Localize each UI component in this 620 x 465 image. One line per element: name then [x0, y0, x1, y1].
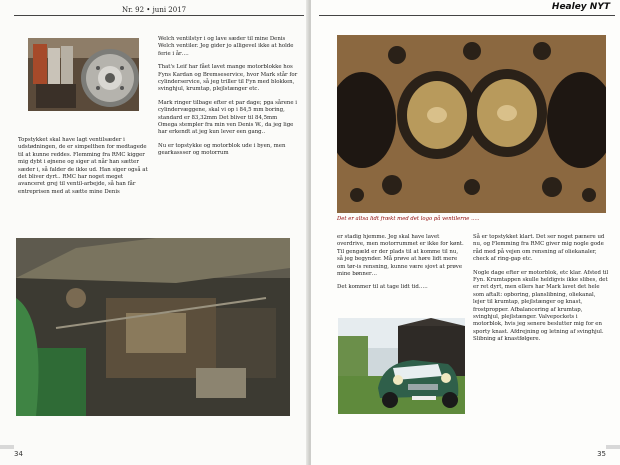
page-number: 35 — [597, 450, 606, 458]
left-page — [0, 0, 309, 465]
paragraph: Det kommer til at tage lidt tid….. — [337, 284, 428, 291]
photo-cylinder-head-valves — [337, 35, 606, 213]
paragraph: er stadig hjemme. Jeg skal have lavet overdrive, men motorrummet er ikke for kønt. Til gengæld er der plads til at komme til nu, så jeg begynder. Må prøve at høre lidt mere om tør-is rensning, kunne være sjovt at prøve mine bønner… — [337, 234, 464, 278]
photo-pistons-flywheel — [28, 38, 139, 111]
paragraph: That's Leif har fået lavet mange motorblokke hos Fyns Kardan og Bremseservice, hvor Mark står for cylinderservice, så jeg triller til Fyn med blokken, svinghjul, krumtap, plejlstænger etc. — [158, 64, 298, 93]
paragraph: Topstykket skal have lagt ventilsæder i udstødningen, de er simpelthen for medtagede til at kunne reddes. Flemming fra RMC kigger mig dybt i øjnene og siger at når han sætter sæder i, så falder de ikke ud. Han siger også at det bliver dyrt.. RMC har noget meget avanceret grej til ventil-arbejde, så han får entreprisen med at sætte mine Denis — [18, 137, 148, 195]
paragraph: Nu er topstykke og motorblok ude i byen, men gearkassser og motorrum — [158, 142, 286, 157]
paragraph: Mark ringer tilbage efter et par dage; pga sårene i cylindervæggene, skal vi op i 84,5 mm boring, standard er 83,32mm Det bliver til 84,5mm Omega stempler fra min ven Denis W., da jeg lige har erkendt at jeg kun lever een gang.. — [158, 99, 297, 136]
paragraph: Nogle dage efter er motorblok, etc klar. Afsted til Fyn. Krumtappen skulle heldigvis ikke slibes, det er ret dyrt, men ellers har Mark lavet det hele som aftalt: opboring, planslibning, oliekanal, lejer til krumtap, plejlstænger og knast, frostpropper. Afbalancering af krumtap, svinghjul, plejlstænger. Valvepockets i motorblok, hvis jeg senere beslutter mig for en sporty knast. Afdrejning og letning af svinghjul. Slibning af knastfølgere. — [473, 269, 609, 343]
paragraph: Welch ventilstyr i og lave sæder til mine Denis Welch ventiler. Jeg gider jo alligevel ikke at holde ferie i år…. — [158, 36, 294, 57]
left-column-2 — [158, 36, 298, 164]
header-rule — [319, 15, 615, 16]
photo-engine-bay — [16, 238, 290, 416]
issue-header: Nr. 92 • juni 2017 — [122, 6, 187, 14]
photo-caption: Det er altsa lidt frækt med det logo på ventilerne ..... — [337, 216, 480, 222]
magazine-logo: Healey NYT — [551, 2, 610, 12]
corner-mark — [0, 445, 14, 449]
paragraph: Så er topstykket klart. Det ser noget pænere ud nu, og Flemming fra RMC giver mig nogle gode råd med på vejen om rensning af oliekanaler, check af ring-gap etc. — [473, 234, 605, 263]
right-page — [311, 0, 620, 465]
left-column-1 — [18, 137, 148, 202]
photo-austin-healey-car — [338, 318, 465, 414]
header-rule — [14, 15, 304, 16]
corner-mark — [606, 445, 620, 449]
page-number: 34 — [14, 450, 23, 458]
right-column-2 — [473, 234, 609, 350]
right-column-1 — [337, 234, 465, 298]
